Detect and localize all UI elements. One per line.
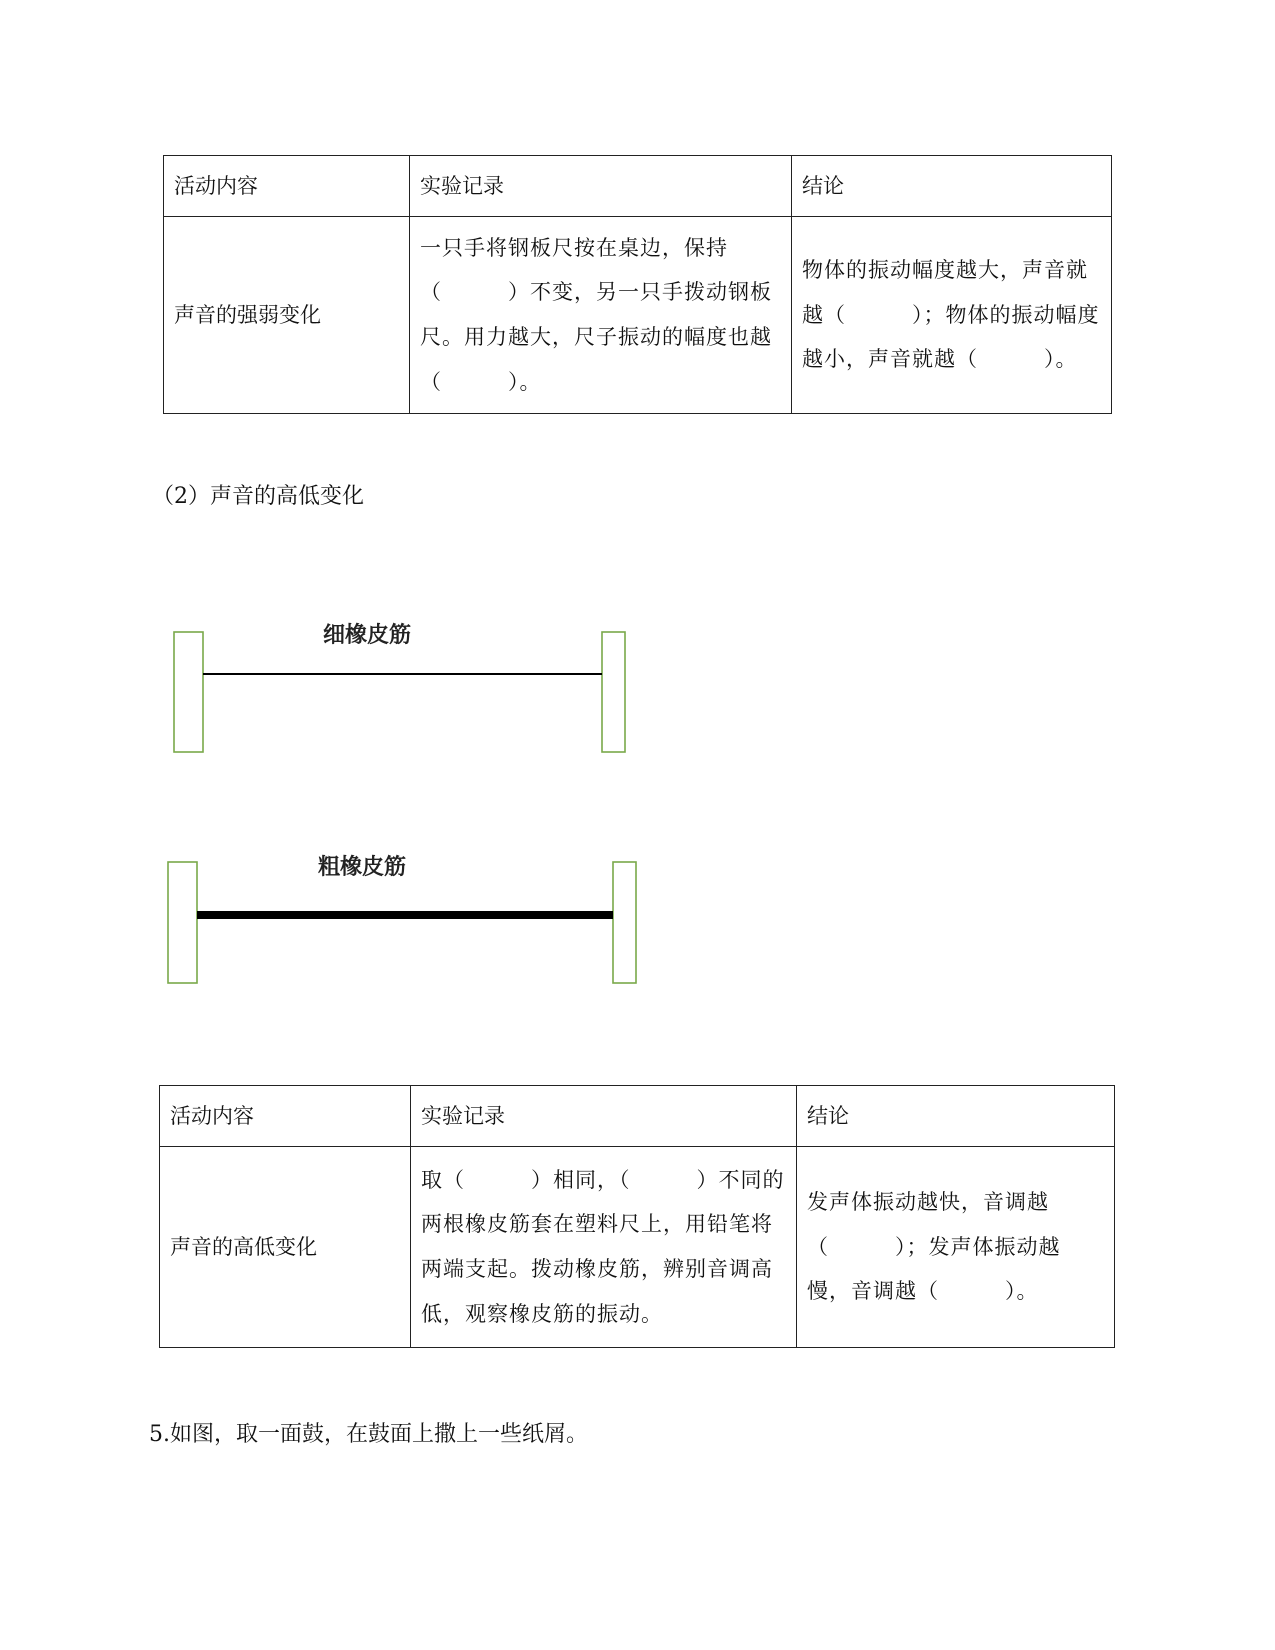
table-header-row [160, 1086, 1115, 1147]
record-cell: 一只手将钢板尺按在桌边，保持（ ）不变，另一只手拨动钢板尺。用力越大，尺子振动的幅度也越（ ）。 [410, 217, 792, 414]
header-conclusion: 结论 [797, 1086, 1115, 1147]
activity-cell: 声音的高低变化 [160, 1147, 411, 1348]
section-heading: （2）声音的高低变化 [152, 484, 364, 509]
header-conclusion: 结论 [792, 156, 1112, 217]
header-activity: 活动内容 [160, 1086, 411, 1147]
record-cell: 取（ ）相同，（ ）不同的两根橡皮筋套在塑料尺上，用铅笔将两端支起。拨动橡皮筋，辨别音调高低，观察橡皮筋的振动。 [411, 1147, 797, 1348]
question-text: 5.如图，取一面鼓，在鼓面上撒上一些纸屑。 [149, 1422, 588, 1447]
table-row [160, 1147, 1115, 1348]
conclusion-cell: 物体的振动幅度越大，声音就越（ ）；物体的振动幅度越小，声音就越（ ）。 [792, 217, 1112, 414]
pitch-record-table [159, 1085, 1115, 1348]
header-record: 实验记录 [411, 1086, 797, 1147]
right-support [613, 862, 636, 983]
header-record: 实验记录 [410, 156, 792, 217]
thin-band-label: 细橡皮筋 [323, 623, 412, 648]
activity-cell: 声音的强弱变化 [164, 217, 410, 414]
left-support [168, 862, 197, 983]
left-support [174, 632, 203, 752]
thick-band-label: 粗橡皮筋 [318, 855, 407, 880]
header-activity: 活动内容 [164, 156, 410, 217]
conclusion-cell: 发声体振动越快，音调越（ ）；发声体振动越慢，音调越（ ）。 [797, 1147, 1115, 1348]
right-support [602, 632, 625, 752]
